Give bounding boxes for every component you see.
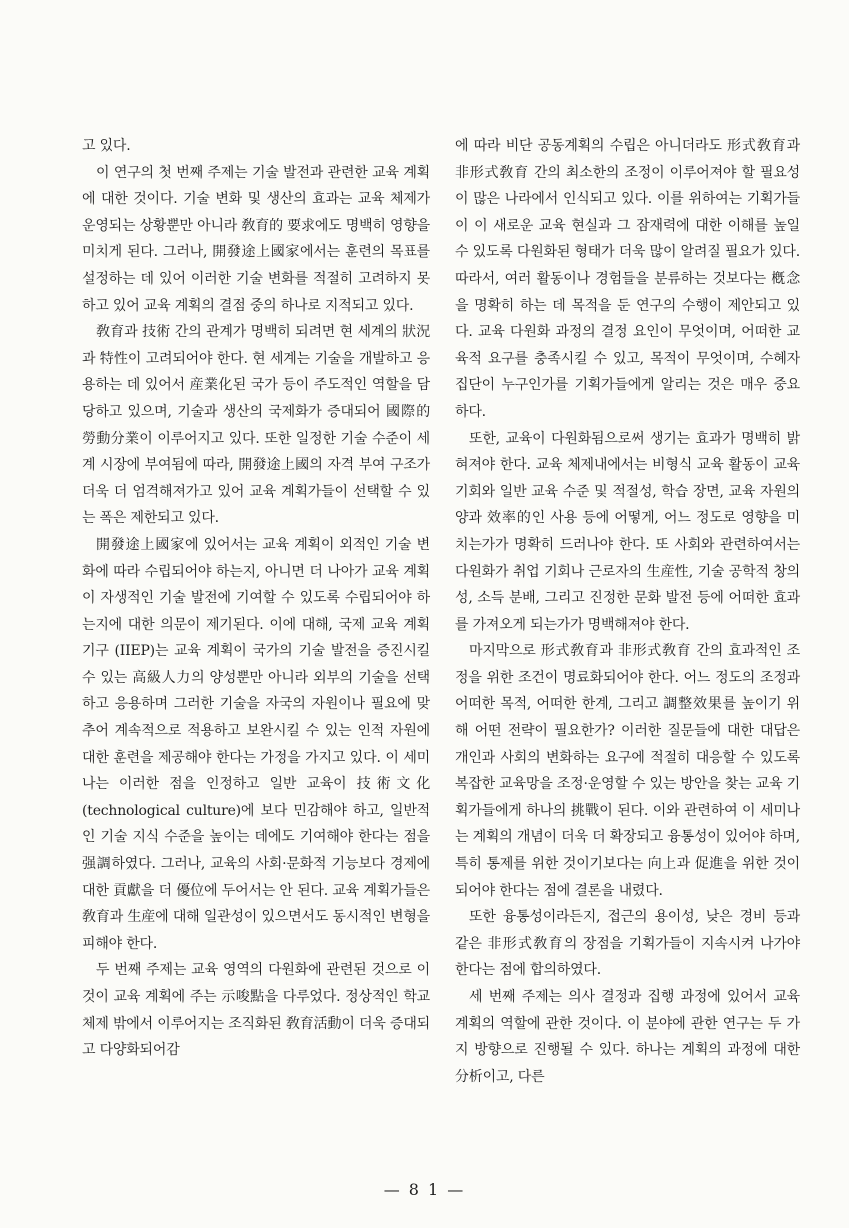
- paragraph: 에 따라 비단 공동계획의 수립은 아니더라도 形式敎育과 非形式敎育 간의 최소한의 조정이 이루어져야 할 필요성이 많은 나라에서 인식되고 있다. 이를 위하여는 기획가들이 이 새로운 교육 현실과 그 잠재력에 대한 이해를 높일 수 있도록 다원화된 형태가 더욱 많이 알려질 필요가 있다. 따라서, 여러 활동이나 경험들을 분류하는 것보다는 槪念을 명확히 하는 데 목적을 둔 연구의 수행이 제안되고 있다. 교육 다원화 과정의 결정 요인이 무엇이며, 어떠한 교육적 요구를 충족시킬 수 있고, 목적이 무엇이며, 수혜자 집단이 누구인가를 기획가들에게 알리는 것은 매우 중요하다.: [455, 138, 800, 420]
- paragraph: 마지막으로 形式敎育과 非形式敎育 간의 효과적인 조정을 위한 조건이 명료화되어야 한다. 어느 정도의 조정과 어떠한 목적, 어떠한 한계, 그리고 調整效果를 높이기 위해 어떤 전략이 필요한가? 이러한 질문들에 대한 대답은 개인과 사회의 변화하는 요구에 적절히 대응할 수 있도록 복잡한 교육망을 조정·운영할 수 있는 방안을 찾는 교육 기획가들에게 하나의 挑戰이 된다. 이와 관련하여 이 세미나는 계획의 개념이 더욱 더 확장되고 융통성이 있어야 하며, 특히 통제를 위한 것이기보다는 向上과 促進을 위한 것이 되어야 한다는 점에 결론을 내렸다.: [455, 643, 800, 899]
- paragraph: 開發途上國家에 있어서는 교육 계획이 외적인 기술 변화에 따라 수립되어야 하는지, 아니면 더 나아가 교육 계획이 자생적인 기술 발전에 기여할 수 있도록 수립되어야 하는지에 대한 의문이 제기된다. 이에 대해, 국제 교육 계획 기구 (IIEP)는 교육 계획이 국가의 기술 발전을 증진시킬 수 있는 高級人力의 양성뿐만 아니라 외부의 기술을 선택하고 응용하며 그러한 기술을 자국의 자원이나 필요에 맞추어 계속적으로 적용하고 보완시킬 수 있는 인적 자원에 대한 훈련을 제공해야 한다는 가정을 가지고 있다. 이 세미나는 이러한 점을 인정하고 일반 교육이 技術文化 (technological culture)에 보다 민감해야 하고, 일반적인 기술 지식 수준을 높이는 데에도 기여해야 한다는 점을 强調하였다. 그러나, 교육의 사회·문화적 기능보다 경제에 대한 貢獻을 더 優位에 두어서는 안 된다. 교육 계획가들은 敎育과 生産에 대해 일관성이 있으면서도 동시적인 변형을 피해야 한다.: [82, 536, 430, 952]
- paragraph: 두 번째 주제는 교육 영역의 다원화에 관련된 것으로 이것이 교육 계획에 주는 示唆點을 다루었다. 정상적인 학교 체제 밖에서 이루어지는 조직화된 敎育活動이 더욱 증대되고 다양화되어감: [82, 962, 430, 1059]
- paragraph: 또한, 교육이 다원화됨으로써 생기는 효과가 명백히 밝혀져야 한다. 교육 체제내에서는 비형식 교육 활동이 교육 기회와 일반 교육 수준 및 적절성, 학습 장면, 교육 자원의 양과 效率的인 사용 등에 어떻게, 어느 정도로 영향을 미치는가가 명확히 드러나야 한다. 또 사회와 관련하여서는 다원화가 취업 기회나 근로자의 生産性, 기술 공학적 창의성, 소득 분배, 그리고 진정한 문화 발전 등에 어떠한 효과를 가져오게 되는가가 명백해져야 한다.: [455, 430, 800, 633]
- paragraph: 또한 융통성이라든지, 접근의 용이성, 낮은 경비 등과 같은 非形式敎育의 장점을 기획가들이 지속시켜 나가야 한다는 점에 합의하였다.: [455, 909, 800, 979]
- left-column: [82, 133, 430, 1064]
- paragraph: 세 번째 주제는 의사 결정과 집행 과정에 있어서 교육 계획의 역할에 관한 것이다. 이 분야에 관한 연구는 두 가지 방향으로 진행될 수 있다. 하나는 계획의 과정에 대한 分析이고, 다른: [455, 989, 800, 1085]
- paragraph: 敎育과 技術 간의 관계가 명백히 되려면 현 세계의 狀況과 特性이 고려되어야 한다. 현 세계는 기술을 개발하고 응용하는 데 있어서 産業化된 국가 등이 주도적인 역할을 담당하고 있으며, 기술과 생산의 국제화가 증대되어 國際的 勞動分業이 이루어지고 있다. 또한 일정한 기술 수준이 세계 시장에 부여됨에 따라, 開發途上國의 자격 부여 구조가 더욱 더 엄격해져가고 있어 교육 계획가들이 선택할 수 있는 폭은 제한되고 있다.: [82, 324, 430, 527]
- paragraph: 이 연구의 첫 번째 주제는 기술 발전과 관련한 교육 계획에 대한 것이다. 기술 변화 및 생산의 효과는 교육 체제가 운영되는 상황뿐만 아니라 敎育的 要求에도 명백히 영향을 미치게 된다. 그러나, 開發途上國家에서는 훈련의 목표를 설정하는 데 있어 이러한 기술 변화를 적절히 고려하지 못하고 있어 교육 계획의 결점 중의 하나로 지적되고 있다.: [82, 164, 430, 314]
- right-column: [455, 133, 800, 1090]
- page-number: — 8 1 —: [383, 1180, 466, 1199]
- paragraph: 고 있다.: [82, 138, 131, 154]
